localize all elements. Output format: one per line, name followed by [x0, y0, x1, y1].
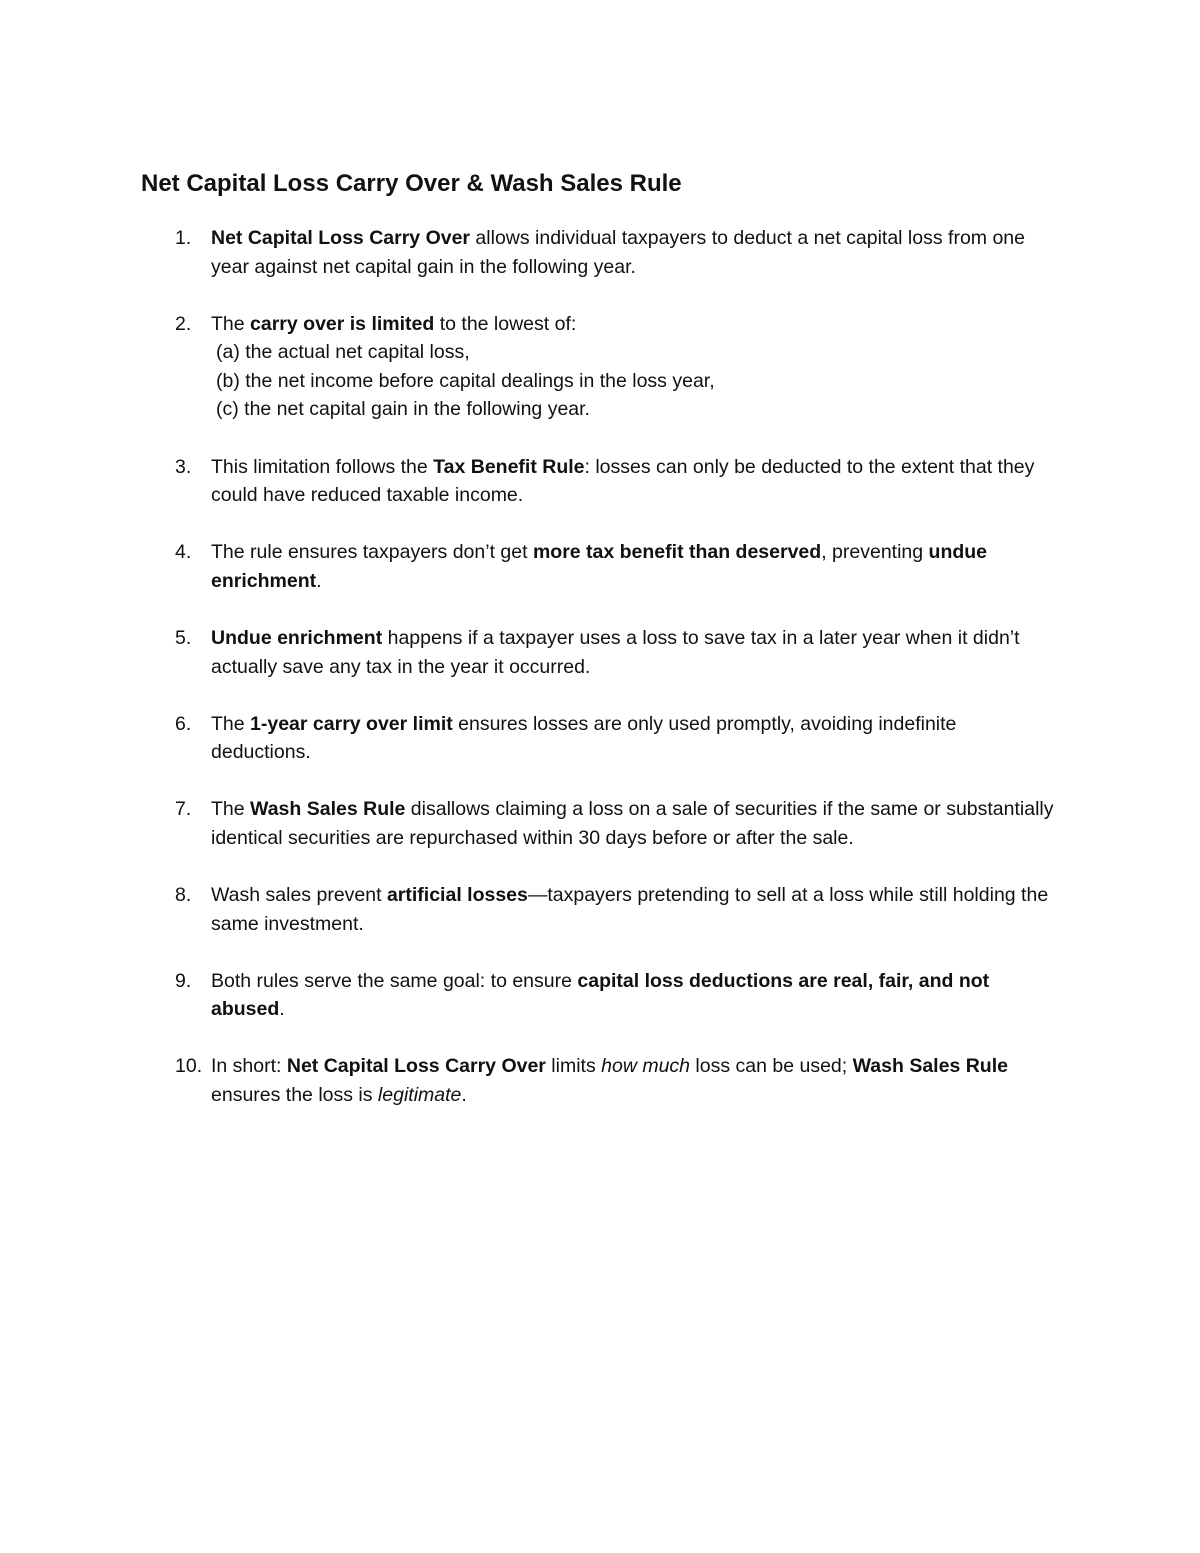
list-item [141, 453, 1061, 510]
list-item [141, 967, 1061, 1024]
plain-text: Wash sales prevent [211, 884, 387, 906]
italic-text: legitimate [377, 1083, 462, 1106]
list-item-number: 2. [175, 312, 192, 335]
plain-text: ensures the loss is [211, 1083, 378, 1106]
list-item-number: 4. [175, 541, 192, 564]
list-item [141, 224, 1061, 281]
plain-text: to the lowest of: [434, 312, 577, 335]
plain-text: ensures losses are only used promptly, avoiding indefinite deductions. [211, 712, 957, 764]
plain-text: The [211, 312, 251, 335]
list-item-number: 7. [175, 798, 192, 821]
plain-text: In short: [211, 1055, 287, 1078]
plain-text: happens if a taxpayer uses a loss to save tax in a later year when it didn’t actually save any tax in the year it occurred. [211, 626, 1020, 678]
list-item-text [211, 313, 576, 335]
plain-text: , preventing [821, 541, 929, 564]
list-item-text [211, 541, 987, 592]
plain-text: The [211, 798, 251, 821]
bold-text: Net Capital Loss Carry Over [211, 227, 471, 249]
plain-text: loss can be used; [690, 1055, 853, 1078]
plain-text: The [211, 712, 251, 735]
list-item [141, 710, 1061, 767]
list-item-number: 10. [175, 1055, 203, 1078]
bold-text: Wash Sales Rule [852, 1055, 1008, 1078]
plain-text: limits [545, 1055, 602, 1078]
bold-text: Wash Sales Rule [250, 798, 406, 821]
plain-text: This limitation follows the [211, 455, 434, 478]
sub-item: (a) the actual net capital loss, [216, 341, 470, 364]
list-item-text [211, 798, 1054, 849]
bold-text: Undue enrichment [211, 626, 383, 649]
bold-text: Tax Benefit Rule [433, 455, 585, 478]
list-item-text [211, 713, 956, 764]
plain-text: . [279, 998, 285, 1021]
plain-text: —taxpayers pretending to sell at a loss while still holding the same investment. [211, 884, 1049, 935]
list-item [141, 624, 1061, 681]
list-item-text [211, 227, 1025, 278]
list-item-text [211, 456, 1034, 507]
list-item [141, 310, 1061, 424]
bold-text: Net Capital Loss Carry Over [286, 1055, 546, 1078]
list-item-number: 9. [175, 969, 192, 992]
bold-text: undue enrichment [211, 541, 988, 592]
plain-text: Both rules serve the same goal: to ensure [211, 969, 578, 992]
list-item [141, 538, 1061, 595]
sub-item: (b) the net income before capital dealings in the loss year, [216, 369, 715, 392]
plain-text: The rule ensures taxpayers don’t get [211, 541, 533, 564]
plain-text: . [316, 569, 322, 592]
list-item [141, 881, 1061, 938]
bold-text: 1-year carry over limit [250, 712, 453, 735]
bold-text: artificial losses [386, 884, 528, 906]
bold-text: more tax benefit than deserved [532, 541, 822, 564]
list-item-text [211, 970, 989, 1021]
list-item-text [211, 1055, 1008, 1106]
list-item-text [211, 884, 1048, 935]
list-item-text [211, 627, 1020, 678]
list-item [141, 1052, 1061, 1109]
list-item [141, 795, 1061, 852]
list-item-number: 1. [175, 227, 192, 249]
list-item-number: 5. [175, 626, 192, 649]
page-title: Net Capital Loss Carry Over & Wash Sales Rule [141, 170, 682, 197]
plain-text: disallows claiming a loss on a sale of securities if the same or substantially identical securities are repurchased within 30 days before or after the sale. [211, 798, 1054, 849]
plain-text: . [461, 1083, 467, 1106]
sub-item: (c) the net capital gain in the following year. [216, 398, 590, 421]
numbered-list [141, 224, 1061, 1138]
bold-text: carry over is limited [250, 312, 435, 335]
list-item-number: 6. [175, 712, 192, 735]
plain-text: allows individual taxpayers to deduct a net capital loss from one year against net capital gain in the following year. [211, 227, 1025, 278]
plain-text: : losses can only be deducted to the extent that they could have reduced taxable income. [211, 455, 1035, 507]
bold-text: capital loss deductions are real, fair, and not abused [211, 969, 990, 1021]
list-item-number: 8. [175, 884, 192, 906]
list-item-number: 3. [175, 455, 192, 478]
italic-text: how much [601, 1055, 691, 1078]
